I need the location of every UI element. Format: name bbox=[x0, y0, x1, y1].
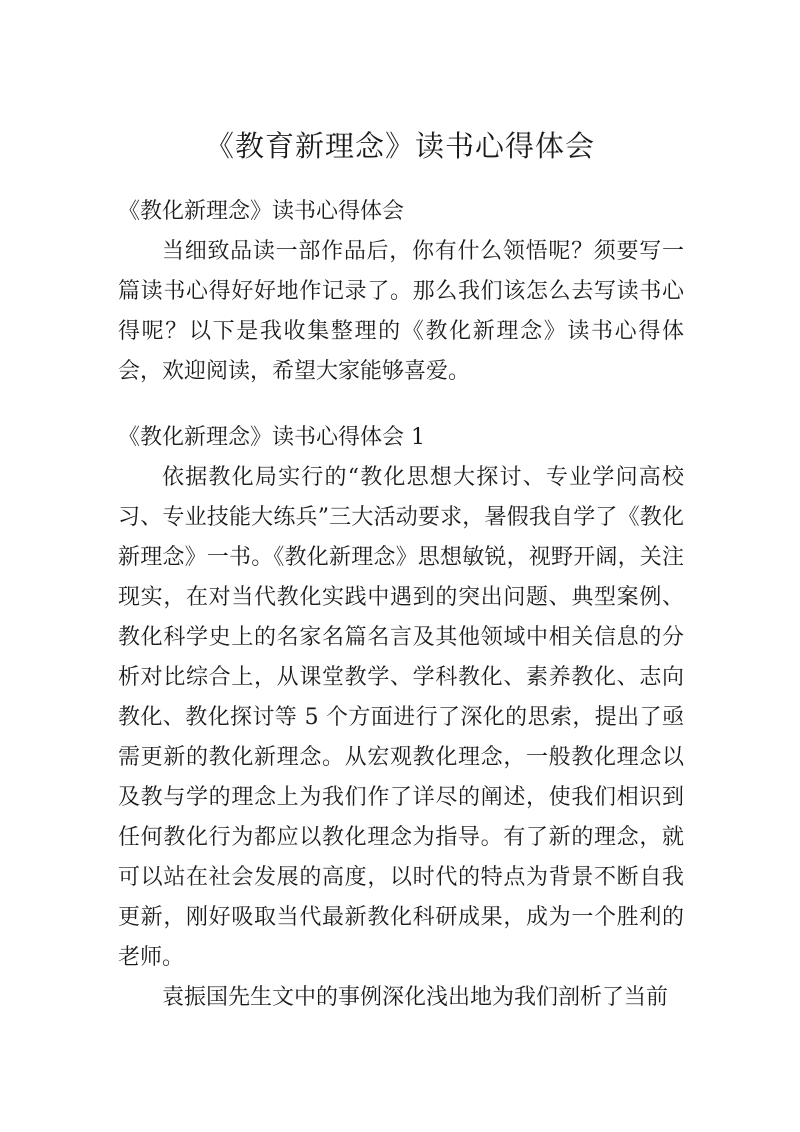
section1-paragraph-2: 袁振国先生文中的事例深化浅出地为我们剖析了当前 bbox=[162, 985, 669, 1010]
section-spacer bbox=[118, 392, 684, 418]
document-title: 《教育新理念》读书心得体会 bbox=[204, 129, 595, 163]
intro-heading: 《教化新理念》读书心得体会 bbox=[118, 199, 405, 224]
section1-paragraph-1: 依据教化局实行的“教化思想大探讨、专业学问高校习、专业技能大练兵”三大活动要求，暑假我自学了《教化新理念》一书。《教化新理念》思想敏锐，视野开阔，关注现实，在对当代教化实践中遇到的突出问题、典型案例、教化科学史上的名家名篇名言及其他领域中相关信息的分析对比综合上，从课堂教学、学科教化、素养教化、志向教化、教化探讨等 5 个方面进行了深化的思索，提出了亟需更新的教化新理念。从宏观教化理念，一般教化理念以及教与学的理念上为我们作了详尽的阐述，使我们相识到任何教化行为都应以教化理念为指导。有了新的理念，就可以站在社会发展的高度，以时代的特点为背景不断自我更新，刚好吸取当代最新教化科研成果，成为一个胜利的老师。 bbox=[118, 465, 684, 970]
document-body bbox=[118, 192, 684, 1018]
section1-heading: 《教化新理念》读书心得体会 1 bbox=[118, 425, 425, 450]
intro-paragraph: 当细致品读一部作品后，你有什么领悟呢？须要写一篇读书心得好好地作记录了。那么我们该怎么去写读书心得呢？以下是我收集整理的《教化新理念》读书心得体会，欢迎阅读，希望大家能够喜爱。 bbox=[118, 239, 684, 384]
